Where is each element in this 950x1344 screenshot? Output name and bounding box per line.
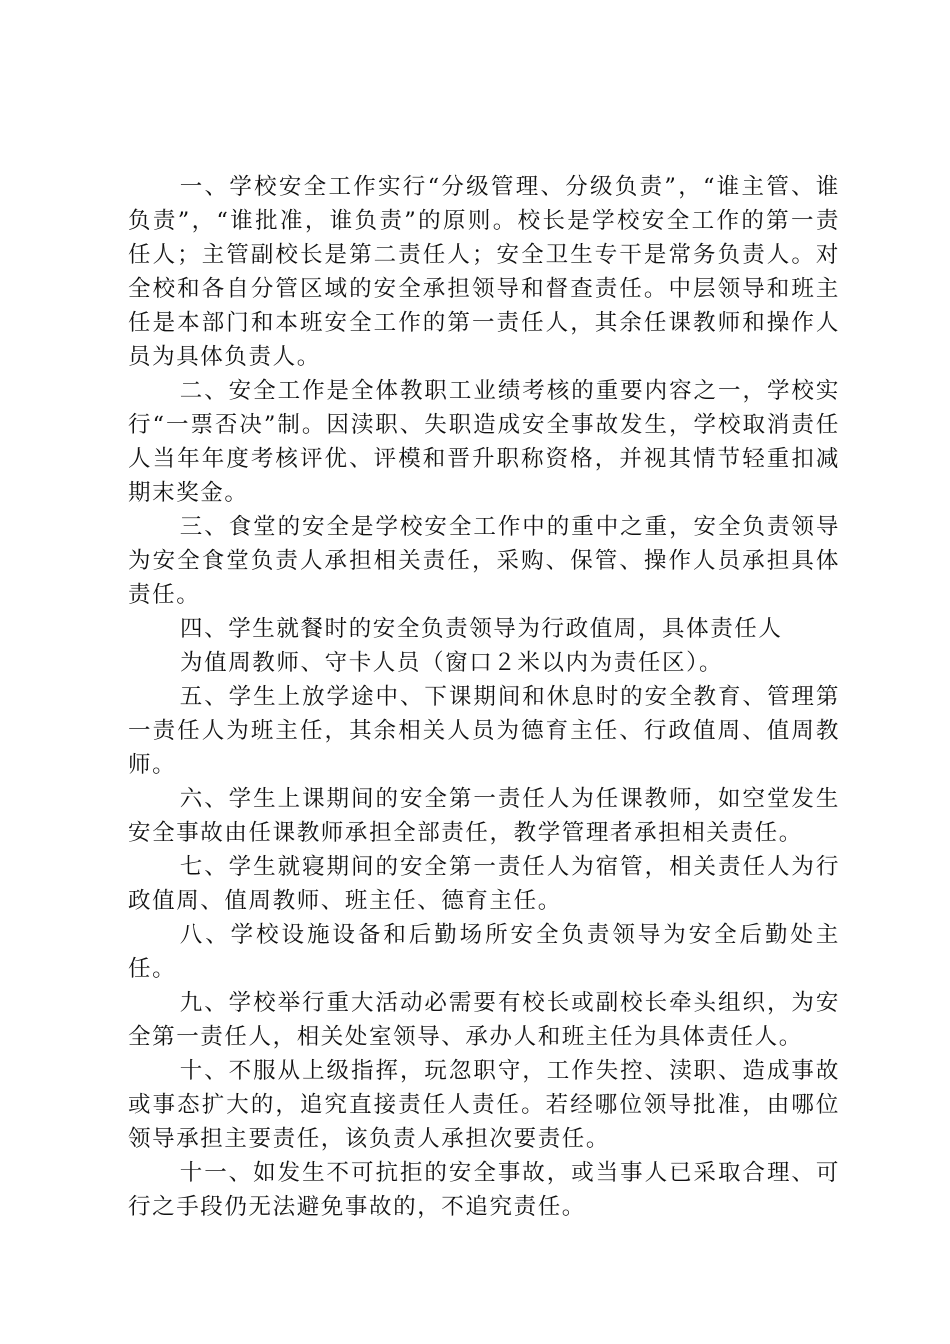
paragraph-5: 五、学生上放学途中、下课期间和休息时的安全教育、管理第一责任人为班主任，其余相关人员为德育主任、行政值周、值周教师。 bbox=[128, 684, 840, 778]
paragraph-3: 三、食堂的安全是学校安全工作中的重中之重，安全负责领导为安全食堂负责人承担相关责任，采购、保管、操作人员承担具体责任。 bbox=[128, 514, 840, 608]
paragraph-10: 十、不服从上级指挥，玩忽职守，工作失控、渎职、造成事故或事态扩大的，追究直接责任人责任。若经哪位领导批准，由哪位领导承担主要责任，该负责人承担次要责任。 bbox=[128, 1058, 840, 1152]
document-body bbox=[128, 170, 840, 1224]
paragraph-4-line-2: 为值周教师、守卡人员（窗口２米以内为责任区）。 bbox=[180, 650, 724, 676]
paragraph-11: 十一、如发生不可抗拒的安全事故，或当事人已采取合理、可行之手段仍无法避免事故的，不追究责任。 bbox=[128, 1160, 840, 1220]
paragraph-4 bbox=[128, 612, 840, 680]
paragraph-8: 八、学校设施设备和后勤场所安全负责领导为安全后勤处主任。 bbox=[128, 922, 840, 982]
paragraph-9: 九、学校举行重大活动必需要有校长或副校长牵头组织，为安全第一责任人，相关处室领导、承办人和班主任为具体责任人。 bbox=[128, 990, 840, 1050]
paragraph-4-line-1: 四、学生就餐时的安全负责领导为行政值周，具体责任人 bbox=[180, 616, 783, 642]
paragraph-2: 二、安全工作是全体教职工业绩考核的重要内容之一，学校实行“一票否决”制。因渎职、失职造成安全事故发生，学校取消责任人当年年度考核评优、评模和晋升职称资格，并视其情节轻重扣减期末奖金。 bbox=[128, 378, 840, 506]
paragraph-7: 七、学生就寝期间的安全第一责任人为宿管，相关责任人为行政值周、值周教师、班主任、德育主任。 bbox=[128, 854, 840, 914]
paragraph-6: 六、学生上课期间的安全第一责任人为任课教师，如空堂发生安全事故由任课教师承担全部责任，教学管理者承担相关责任。 bbox=[128, 786, 840, 846]
paragraph-1: 一、学校安全工作实行“分级管理、分级负责”，“谁主管、谁负责”，“谁批准，谁负责”的原则。校长是学校安全工作的第一责任人；主管副校长是第二责任人；安全卫生专干是常务负责人。对全校和各自分管区域的安全承担领导和督查责任。中层领导和班主任是本部门和本班安全工作的第一责任人，其余任课教师和操作人员为具体负责人。 bbox=[128, 174, 840, 370]
